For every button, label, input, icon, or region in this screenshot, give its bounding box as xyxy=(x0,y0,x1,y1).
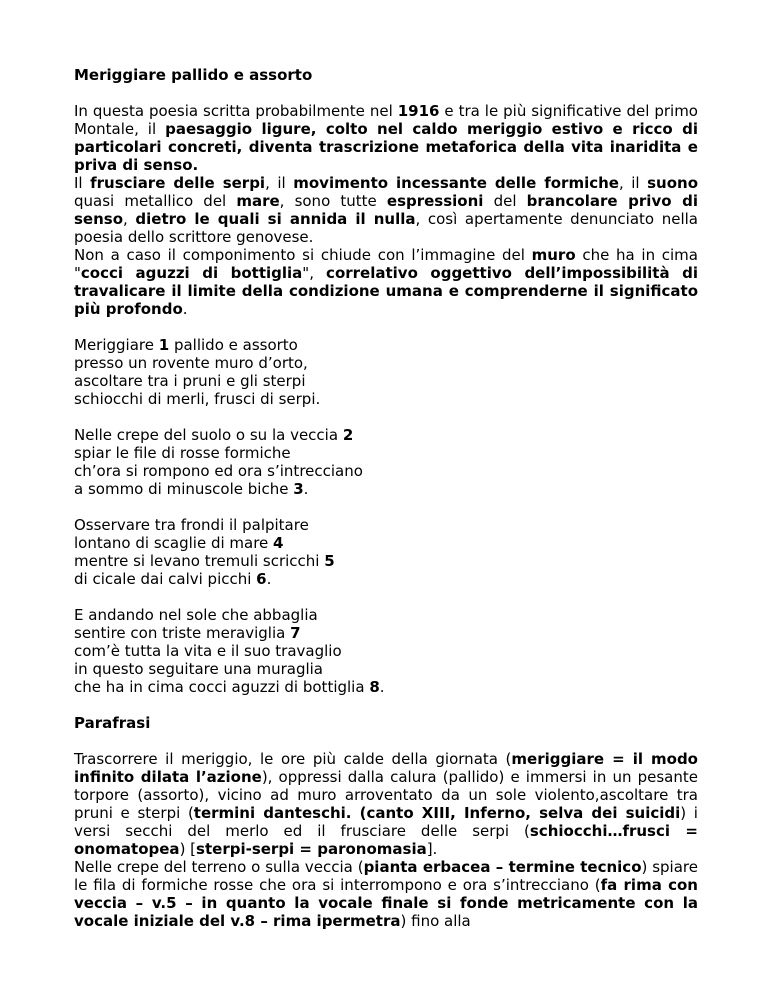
text-run: ascoltare tra i pruni e gli sterpi xyxy=(74,372,306,390)
bold-text-run: movimento incessante delle formiche xyxy=(293,174,619,192)
text-run: . xyxy=(266,570,272,588)
poem-verse xyxy=(74,534,698,552)
bold-text-run: 4 xyxy=(273,534,284,552)
poem-verse xyxy=(74,372,698,390)
text-run: Nelle crepe del suolo o su la veccia xyxy=(74,426,343,444)
poem-verse xyxy=(74,462,698,480)
text-run: mentre si levano tremuli scricchi xyxy=(74,552,325,570)
text-run: Il xyxy=(74,174,91,192)
text-run: . xyxy=(303,480,309,498)
text-run: . xyxy=(182,300,188,318)
poem-verse xyxy=(74,426,698,444)
poem-verse xyxy=(74,516,698,534)
poem-verse xyxy=(74,336,698,354)
parafrasi-paragraph-1 xyxy=(74,750,698,858)
poem-stanza-1 xyxy=(74,336,698,408)
poem-verse xyxy=(74,480,698,498)
bold-text-run: 1916 xyxy=(397,102,440,120)
poem-verse xyxy=(74,660,698,678)
bold-text-run: muro xyxy=(531,246,576,264)
text-run: quasi metallico del xyxy=(74,192,237,210)
text-run: ) [ xyxy=(179,840,197,858)
bold-text-run: 5 xyxy=(324,552,335,570)
text-run: presso un rovente muro d’orto, xyxy=(74,354,308,372)
text-run: ) i versi secchi del merlo ed il frusciare delle serpi ( xyxy=(74,804,698,840)
text-run: . xyxy=(379,678,385,696)
bold-text-run: suono xyxy=(647,174,699,192)
text-run: Osservare tra frondi il palpitare xyxy=(74,516,309,534)
text-run: ), oppressi dalla calura (pallido) e immersi in un pesante torpore (assorto), vicino ad muro arroventato da un sole violento,ascoltare tra pruni e sterpi ( xyxy=(74,768,698,822)
bold-text-run: brancolare privo di senso xyxy=(74,192,698,228)
bold-text-run: dietro le quali si annida il nulla xyxy=(135,210,416,228)
text-run: pallido e assorto xyxy=(169,336,298,354)
poem-verse xyxy=(74,678,698,696)
text-run: E andando nel sole che abbaglia xyxy=(74,606,318,624)
text-run: del xyxy=(483,192,527,210)
poem-verse xyxy=(74,390,698,408)
bold-text-run: 7 xyxy=(290,624,301,642)
text-run: sentire con triste meraviglia xyxy=(74,624,291,642)
text-run: Trascorrere il meriggio, le ore più calde della giornata ( xyxy=(74,750,512,768)
text-run: ch’ora si rompono ed ora s’intrecciano xyxy=(74,462,363,480)
bold-text-run: mare xyxy=(236,192,280,210)
text-run: Nelle crepe del terreno o sulla veccia ( xyxy=(74,858,364,876)
text-run: ) spiare le fila di formiche rosse che ora si interrompono e ora s’intrecciano ( xyxy=(74,858,698,894)
poem xyxy=(74,336,698,696)
parafrasi-paragraph-2 xyxy=(74,858,698,930)
poem-verse xyxy=(74,354,698,372)
text-run: che ha in cima " xyxy=(74,246,698,282)
poem-verse xyxy=(74,624,698,642)
bold-text-run: fa rima con veccia – v.5 – in quanto la vocale finale si fonde metricamente con la vocale iniziale del v.8 – rima ipermetra xyxy=(74,876,698,930)
text-run: in questo seguitare una muraglia xyxy=(74,660,323,678)
document-page xyxy=(74,66,698,930)
bold-text-run: correlativo oggettivo dell’impossibilità di travalicare il limite della condizione umana e comprenderne il significato più profondo xyxy=(74,264,699,318)
text-run: , il xyxy=(618,174,648,192)
bold-text-run: 8 xyxy=(369,678,380,696)
poem-stanza-2 xyxy=(74,426,698,498)
text-run: schiocchi di merli, frusci di serpi. xyxy=(74,390,321,408)
bold-text-run: meriggiare = il modo infinito dilata l’azione xyxy=(74,750,698,786)
poem-verse xyxy=(74,642,698,660)
text-run: a sommo di minuscole biche xyxy=(74,480,294,498)
text-run: In questa poesia scritta probabilmente nel xyxy=(74,102,398,120)
text-run: com’è tutta la vita e il suo travaglio xyxy=(74,642,342,660)
text-run: spiar le file di rosse formiche xyxy=(74,444,291,462)
bold-text-run: 3 xyxy=(293,480,304,498)
text-run: , il xyxy=(265,174,294,192)
text-run: ) fino alla xyxy=(400,912,471,930)
intro-paragraph-3 xyxy=(74,246,698,318)
bold-text-run: cocci aguzzi di bottiglia xyxy=(80,264,303,282)
bold-text-run: schiocchi…frusci = onomatopea xyxy=(74,822,698,858)
bold-text-run: sterpi-serpi = paronomasia xyxy=(196,840,427,858)
poem-verse xyxy=(74,444,698,462)
poem-verse xyxy=(74,552,698,570)
bold-text-run: 1 xyxy=(158,336,170,354)
text-run: , così apertamente denunciato nella poesia dello scrittore genovese. xyxy=(74,210,698,246)
text-run: , xyxy=(123,210,136,228)
text-run: di cicale dai calvi picchi xyxy=(74,570,257,588)
poem-verse xyxy=(74,570,698,588)
text-run: ]. xyxy=(426,840,438,858)
bold-text-run: termini danteschi. (canto XIII, Inferno, selva dei suicidi xyxy=(193,804,681,822)
text-run: lontano di scaglie di mare xyxy=(74,534,274,552)
bold-text-run: espressioni xyxy=(386,192,484,210)
text-run: Non a caso il componimento si chiude con l’immagine del xyxy=(74,246,532,264)
bold-text-run: frusciare delle serpi xyxy=(90,174,266,192)
text-run: e tra le più significative del primo Montale, il xyxy=(74,102,698,138)
poem-stanza-3 xyxy=(74,516,698,588)
text-run: che ha in cima cocci aguzzi di bottiglia xyxy=(74,678,370,696)
bold-text-run: paesaggio ligure, colto nel caldo meriggio estivo e ricco di particolari concreti, diventa trascrizione metaforica della vita inaridita e priva di senso. xyxy=(74,120,699,174)
poem-stanza-4 xyxy=(74,606,698,696)
text-run: , sono tutte xyxy=(279,192,387,210)
bold-text-run: 2 xyxy=(342,426,354,444)
text-run: Meriggiare xyxy=(74,336,159,354)
document-title: Meriggiare pallido e assorto xyxy=(74,66,313,84)
intro-paragraph-2 xyxy=(74,174,698,246)
parafrasi-heading: Parafrasi xyxy=(74,714,151,732)
text-run: ", xyxy=(302,264,327,282)
bold-text-run: 6 xyxy=(256,570,267,588)
intro-paragraph-1 xyxy=(74,102,698,174)
bold-text-run: pianta erbacea – termine tecnico xyxy=(363,858,642,876)
poem-verse xyxy=(74,606,698,624)
